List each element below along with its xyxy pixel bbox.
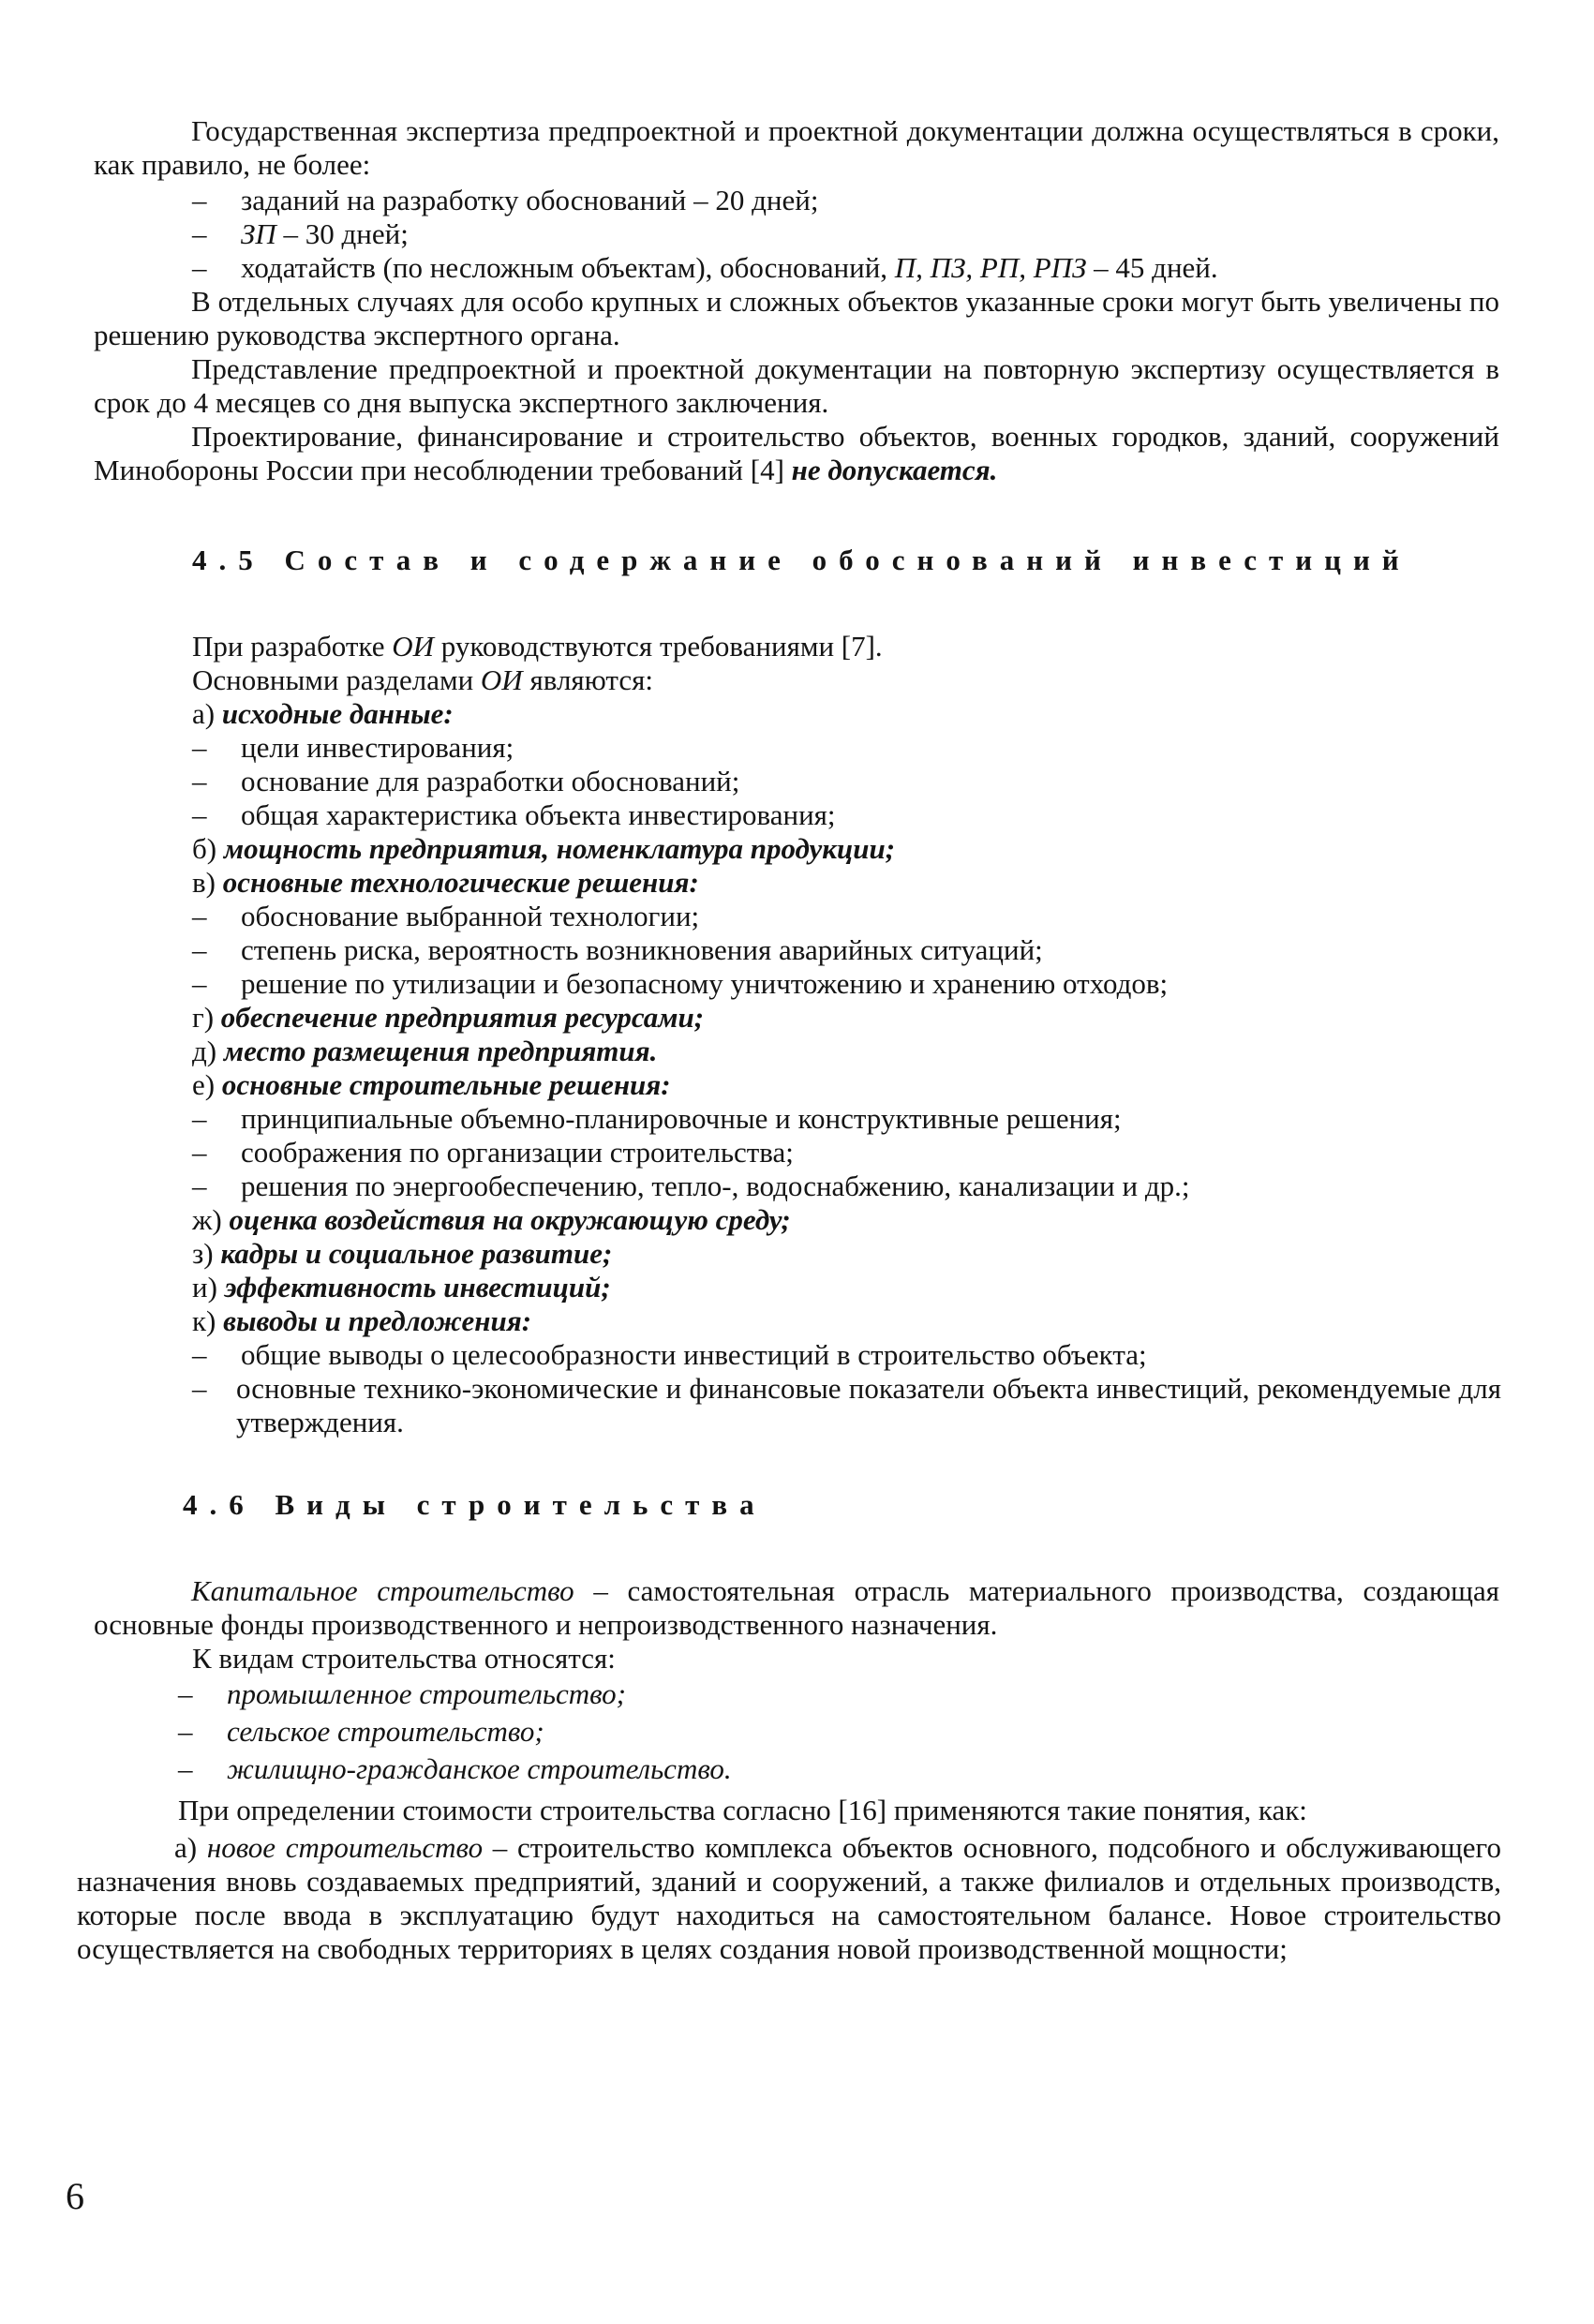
section-item-z: з) кадры и социальное развитие; — [192, 1237, 613, 1270]
section-item-k: к) выводы и предложения: — [192, 1304, 532, 1337]
list-item: – общая характеристика объекта инвестирования; — [192, 798, 836, 831]
page-number: 6 — [66, 2175, 84, 2217]
section-item-e: е) основные строительные решения: — [192, 1068, 671, 1101]
intro-line: При разработке ОИ руководствуются требованиями [7]. — [192, 630, 883, 663]
section-heading-4-6: 4.6 Виды строительства — [183, 1488, 767, 1521]
cost-intro: При определении стоимости строительства согласно [16] применяются такие понятия, как: — [178, 1794, 1307, 1826]
list-item: – степень риска, вероятность возникновения аварийных ситуаций; — [192, 933, 1043, 966]
list-item-dash: – — [192, 1372, 207, 1405]
list-item: – ЗП – 30 дней; — [192, 217, 409, 250]
section-item-a: а) исходные данные: — [192, 697, 454, 730]
section-item-i: и) эффективность инвестиций; — [192, 1271, 611, 1304]
paragraph-resubmission: Представление предпроектной и проектной документации на повторную экспертизу осуществляется в срок до 4 месяцев со дня выпуска экспертного заключения. — [94, 352, 1499, 419]
list-item: – общие выводы о целесообразности инвестиций в строительство объекта; — [192, 1338, 1147, 1371]
paragraph-deadlines: Государственная экспертиза предпроектной и проектной документации должна осуществляться в сроки, как правило, не более: — [94, 114, 1499, 181]
list-item: – цели инвестирования; — [192, 731, 514, 764]
types-intro: К видам строительства относятся: — [192, 1642, 616, 1675]
paragraph-capital-construction: Капитальное строительство – самостоятельная отрасль материального производства, создающая основные фонды производственного и непроизводственного назначения. — [94, 1574, 1499, 1641]
paragraph-prohibition: Проектирование, финансирование и строительство объектов, военных городков, зданий, сооружений Минобороны России при несоблюдении требований [4] не допускается. — [94, 420, 1499, 486]
list-item: – основание для разработки обоснований; — [192, 765, 740, 797]
list-item: – принципиальные объемно-планировочные и конструктивные решения; — [192, 1102, 1122, 1135]
list-item: – заданий на разработку обоснований – 20 дней; — [192, 184, 819, 216]
section-item-g: г) обеспечение предприятия ресурсами; — [192, 1001, 705, 1034]
section-item-b: б) мощность предприятия, номенклатура продукции; — [192, 832, 896, 865]
list-item: – сельское строительство; — [178, 1715, 544, 1748]
list-item: – ходатайств (по несложным объектам), обоснований, П, ПЗ, РП, РПЗ – 45 дней. — [192, 251, 1218, 284]
list-item: – соображения по организации строительства; — [192, 1136, 794, 1169]
section-item-v: в) основные технологические решения: — [192, 866, 699, 899]
paragraph-new-construction: а) новое строительство – строительство комплекса объектов основного, подсобного и обслуживающего назначения вновь создаваемых предприятий, зданий и сооружений, а также филиалов и отдельных производств, которые после ввода в эксплуатацию будут находиться на самостоятельном балансе. Новое строительство осуществляется на свободных территориях в целях создания новой производственной мощности; — [77, 1831, 1501, 1965]
list-item: – решение по утилизации и безопасному уничтожению и хранению отходов; — [192, 967, 1169, 1000]
list-item: – жилищно-гражданское строительство. — [178, 1752, 732, 1785]
list-item: – обоснование выбранной технологии; — [192, 900, 700, 932]
section-heading-4-5: 4.5 Состав и содержание обоснований инвестиций — [192, 544, 1411, 576]
list-item: – промышленное строительство; — [178, 1677, 626, 1710]
section-item-d: д) место размещения предприятия. — [192, 1035, 658, 1067]
section-item-zh: ж) оценка воздействия на окружающую среду; — [192, 1203, 791, 1236]
list-item: – решения по энергообеспечению, тепло-, водоснабжению, канализации и др.; — [192, 1169, 1190, 1202]
list-item: основные технико-экономические и финансовые показатели объекта инвестиций, рекомендуемые для утверждения. — [236, 1372, 1501, 1438]
intro-line: Основными разделами ОИ являются: — [192, 663, 653, 696]
paragraph-extension: В отдельных случаях для особо крупных и сложных объектов указанные сроки могут быть увеличены по решению руководства экспертного органа. — [94, 285, 1499, 351]
